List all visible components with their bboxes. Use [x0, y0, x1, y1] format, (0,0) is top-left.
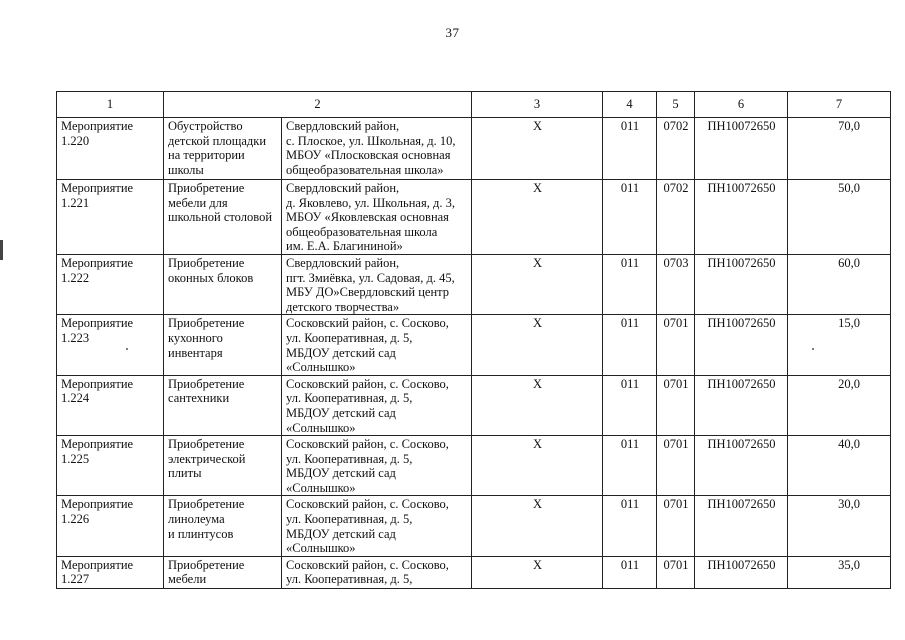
table-row [57, 375, 891, 435]
name-cell: Приобретение мебели для школьной столовой [164, 180, 282, 255]
code-cell: 011 [603, 496, 657, 556]
target-article-cell: ПН10072650 [695, 436, 788, 496]
section-cell: 0701 [657, 496, 695, 556]
code-cell: 011 [603, 436, 657, 496]
sum-cell: 60,0 [788, 254, 891, 314]
x-cell: Х [472, 496, 603, 556]
sum-cell: 15,0 [788, 315, 891, 375]
event-cell: Мероприятие 1.221 [57, 180, 164, 255]
event-cell: Мероприятие 1.225 [57, 436, 164, 496]
code-cell: 011 [603, 315, 657, 375]
sum-cell: 30,0 [788, 496, 891, 556]
code-cell: 011 [603, 556, 657, 588]
name-cell: Приобретение электрической плиты [164, 436, 282, 496]
target-article-cell: ПН10072650 [695, 556, 788, 588]
target-article-cell: ПН10072650 [695, 180, 788, 255]
code-cell: 011 [603, 375, 657, 435]
location-cell: Свердловский район, с. Плоское, ул. Школьная, д. 10, МБОУ «Плосковская основная общеобразовательная школа» [282, 118, 472, 180]
header-cell: 4 [603, 92, 657, 118]
target-article-cell: ПН10072650 [695, 375, 788, 435]
x-cell: Х [472, 254, 603, 314]
header-cell: 1 [57, 92, 164, 118]
target-article-cell: ПН10072650 [695, 315, 788, 375]
target-article-cell: ПН10072650 [695, 496, 788, 556]
page-number: 37 [445, 25, 460, 40]
location-cell: Сосковский район, с. Сосково, ул. Кооперативная, д. 5, МБДОУ детский сад «Солнышко» [282, 496, 472, 556]
name-cell: Приобретение линолеума и плинтусов [164, 496, 282, 556]
table-row [57, 556, 891, 588]
target-article-cell: ПН10072650 [695, 118, 788, 180]
table-row [57, 180, 891, 255]
x-cell: Х [472, 375, 603, 435]
name-cell: Обустройство детской площадки на территории школы [164, 118, 282, 180]
scan-edge-mark [0, 240, 3, 260]
target-article-cell: ПН10072650 [695, 254, 788, 314]
section-cell: 0702 [657, 180, 695, 255]
name-cell: Приобретение кухонного инвентаря [164, 315, 282, 375]
section-cell: 0702 [657, 118, 695, 180]
section-cell: 0703 [657, 254, 695, 314]
location-cell: Сосковский район, с. Сосково, ул. Кооперативная, д. 5, МБДОУ детский сад «Солнышко» [282, 315, 472, 375]
event-cell: Мероприятие 1.222 [57, 254, 164, 314]
table-row [57, 254, 891, 314]
event-cell: Мероприятие 1.223 [57, 315, 164, 375]
sum-cell: 40,0 [788, 436, 891, 496]
location-cell: Сосковский район, с. Сосково, ул. Кооперативная, д. 5, [282, 556, 472, 588]
section-cell: 0701 [657, 556, 695, 588]
sum-cell: 20,0 [788, 375, 891, 435]
location-cell: Свердловский район, д. Яковлево, ул. Школьная, д. 3, МБОУ «Яковлевская основная общеобразовательная школа им. Е.А. Благининой» [282, 180, 472, 255]
event-cell: Мероприятие 1.220 [57, 118, 164, 180]
x-cell: Х [472, 556, 603, 588]
sum-cell: 70,0 [788, 118, 891, 180]
code-cell: 011 [603, 118, 657, 180]
event-cell: Мероприятие 1.224 [57, 375, 164, 435]
section-cell: 0701 [657, 315, 695, 375]
table-row [57, 496, 891, 556]
location-cell: Сосковский район, с. Сосково, ул. Кооперативная, д. 5, МБДОУ детский сад «Солнышко» [282, 375, 472, 435]
code-cell: 011 [603, 254, 657, 314]
location-cell: Сосковский район, с. Сосково, ул. Кооперативная, д. 5, МБДОУ детский сад «Солнышко» [282, 436, 472, 496]
sum-cell: 35,0 [788, 556, 891, 588]
header-cell: 7 [788, 92, 891, 118]
name-cell: Приобретение оконных блоков [164, 254, 282, 314]
section-cell: 0701 [657, 375, 695, 435]
event-cell: Мероприятие 1.227 [57, 556, 164, 588]
header-cell: 5 [657, 92, 695, 118]
code-cell: 011 [603, 180, 657, 255]
name-cell: Приобретение сантехники [164, 375, 282, 435]
location-cell: Свердловский район, пгт. Змиёвка, ул. Садовая, д. 45, МБУ ДО»Свердловский центр детского творчества» [282, 254, 472, 314]
header-cell: 6 [695, 92, 788, 118]
event-cell: Мероприятие 1.226 [57, 496, 164, 556]
x-cell: Х [472, 118, 603, 180]
header-cell: 2 [164, 92, 472, 118]
table-row [57, 436, 891, 496]
section-cell: 0701 [657, 436, 695, 496]
table-row [57, 118, 891, 180]
header-cell: 3 [472, 92, 603, 118]
budget-table [56, 91, 891, 589]
x-cell: Х [472, 180, 603, 255]
table-header-row [57, 92, 891, 118]
sum-cell: 50,0 [788, 180, 891, 255]
x-cell: Х [472, 436, 603, 496]
name-cell: Приобретение мебели [164, 556, 282, 588]
table-row [57, 315, 891, 375]
x-cell: Х [472, 315, 603, 375]
